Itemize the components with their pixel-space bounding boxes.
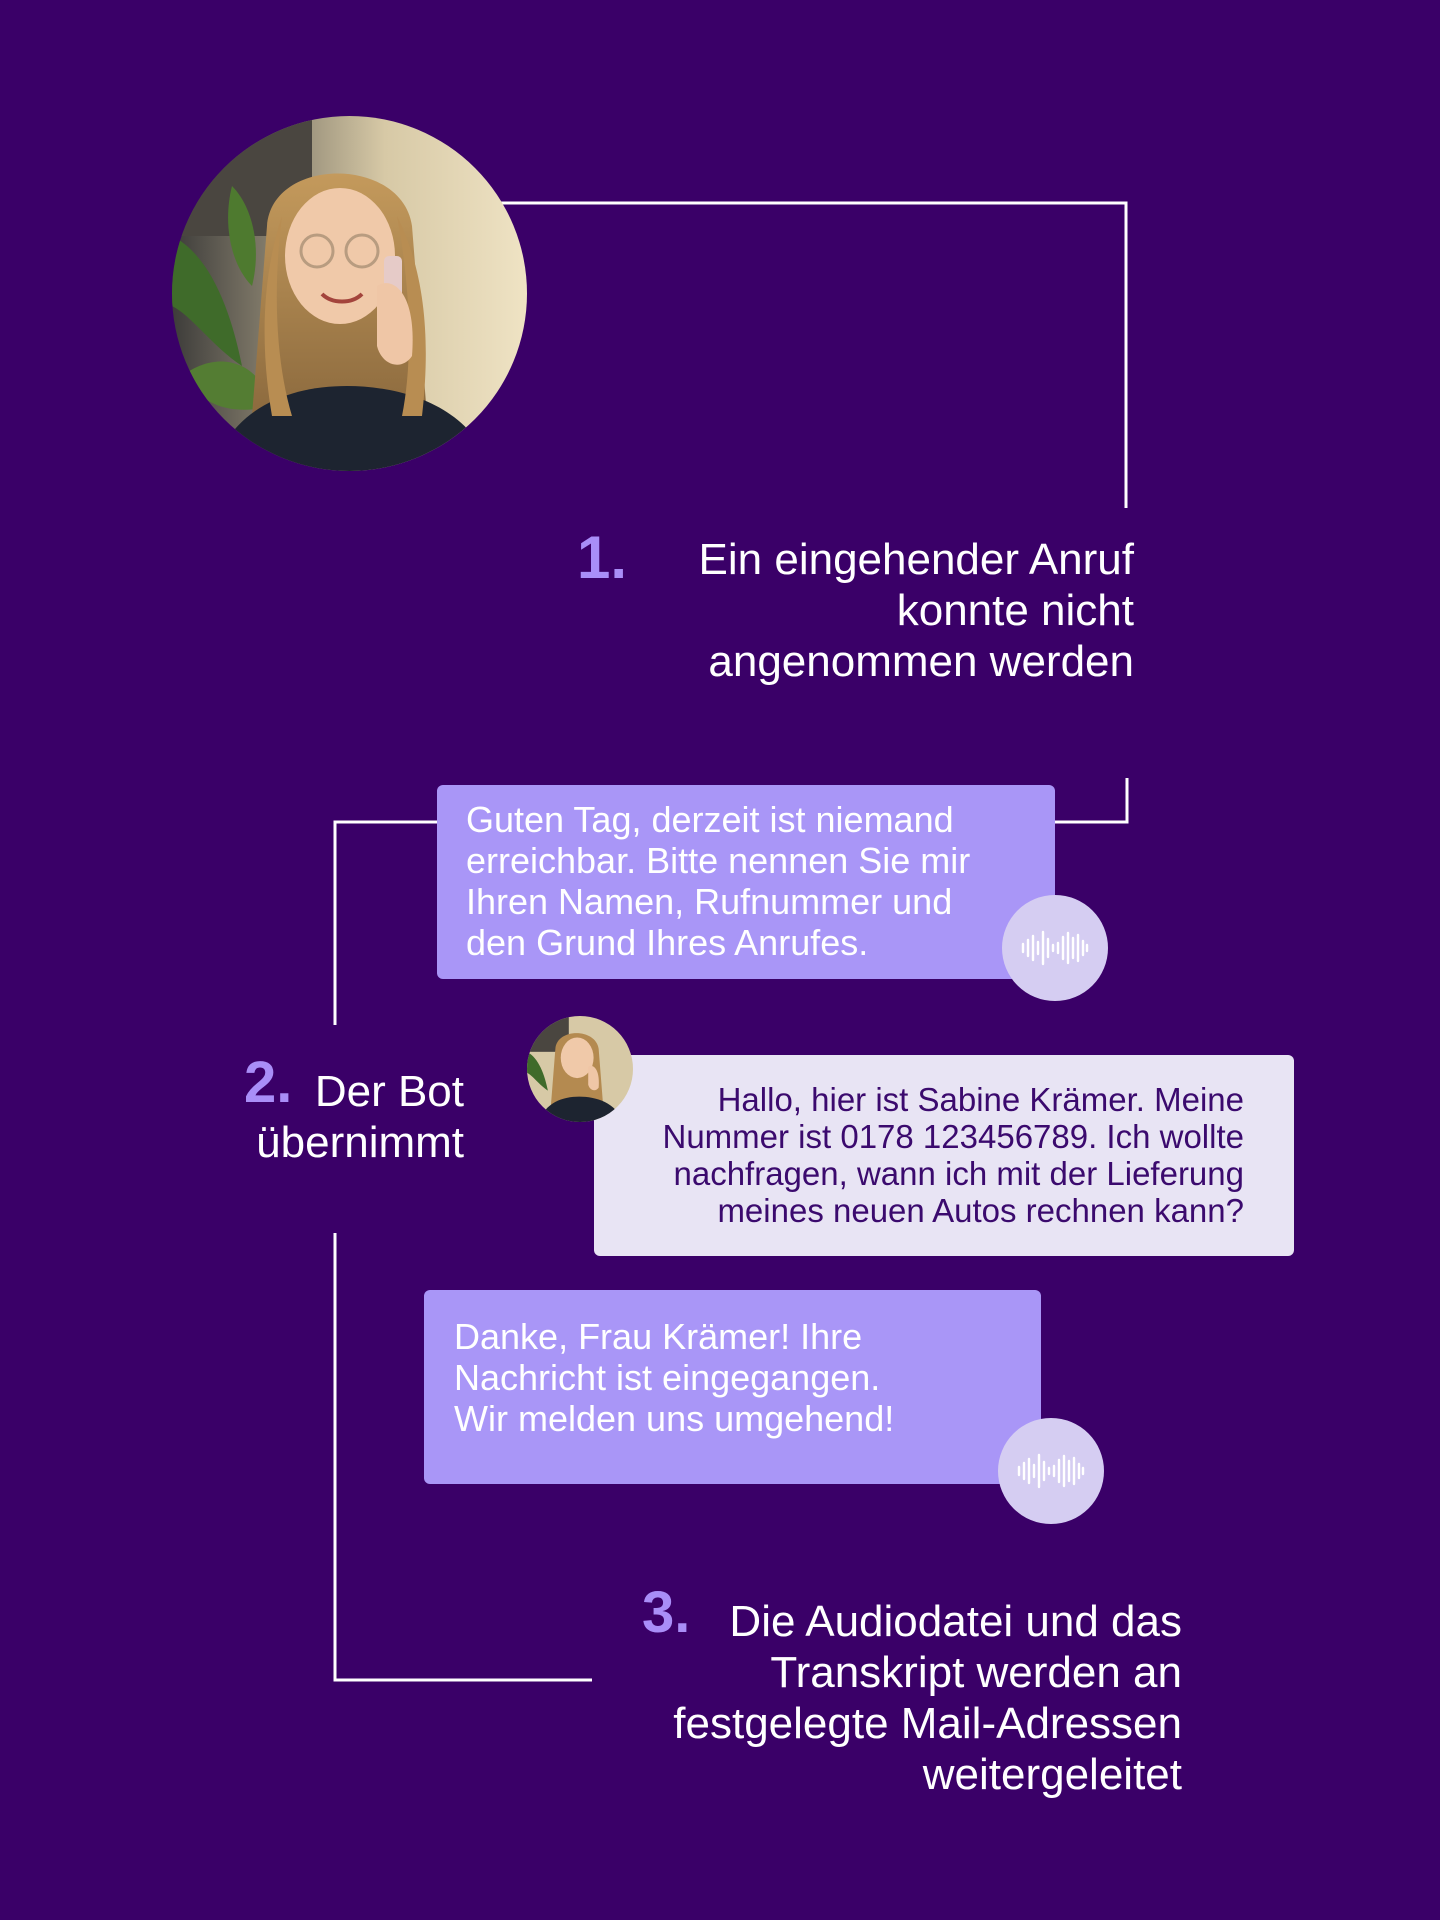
sound-wave-icon bbox=[1016, 1453, 1086, 1489]
step-1-text: Ein eingehender Anruf konnte nicht angenommen werden bbox=[698, 535, 1134, 686]
caller-photo bbox=[172, 116, 527, 471]
sound-wave-icon bbox=[1020, 930, 1090, 966]
bot-greeting-text: Guten Tag, derzeit ist niemand erreichbar. Bitte nennen Sie mir Ihren Namen, Rufnummer und den Grund Ihres Anrufes. bbox=[466, 799, 971, 963]
connector-step2-top bbox=[335, 822, 437, 1025]
connector-step1 bbox=[478, 203, 1126, 508]
bot-confirmation-text: Danke, Frau Krämer! Ihre Nachricht ist eingegangen. Wir melden uns umgehend! bbox=[454, 1316, 895, 1439]
bot-confirmation-bubble bbox=[424, 1290, 1041, 1484]
caller-avatar bbox=[172, 116, 527, 471]
step-2-number: 2. bbox=[244, 1050, 293, 1115]
step-1 bbox=[560, 524, 1134, 688]
step-3 bbox=[630, 1580, 1182, 1799]
caller-reply-text: Hallo, hier ist Sabine Krämer. Meine Nummer ist 0178 123456789. Ich wollte nachfragen, wann ich mit der Lieferung meines neuen Autos rechnen kann? bbox=[662, 1081, 1244, 1229]
caller-photo-small bbox=[527, 1016, 633, 1122]
connector-bubble1 bbox=[1055, 778, 1127, 822]
step-3-text: Die Audiodatei und das Transkript werden an festgelegte Mail-Adressen weitergeleitet bbox=[673, 1597, 1182, 1799]
step-2 bbox=[232, 1052, 464, 1172]
bot-greeting-bubble bbox=[437, 785, 1055, 979]
step-3-number: 3. bbox=[642, 1580, 691, 1645]
audio-play-button-2[interactable] bbox=[998, 1418, 1104, 1524]
step-2-text: Der Bot übernimmt bbox=[256, 1067, 464, 1167]
caller-avatar-small bbox=[527, 1016, 633, 1122]
caller-reply-bubble bbox=[594, 1055, 1294, 1256]
step-1-number: 1. bbox=[577, 524, 628, 591]
audio-play-button[interactable] bbox=[1002, 895, 1108, 1001]
